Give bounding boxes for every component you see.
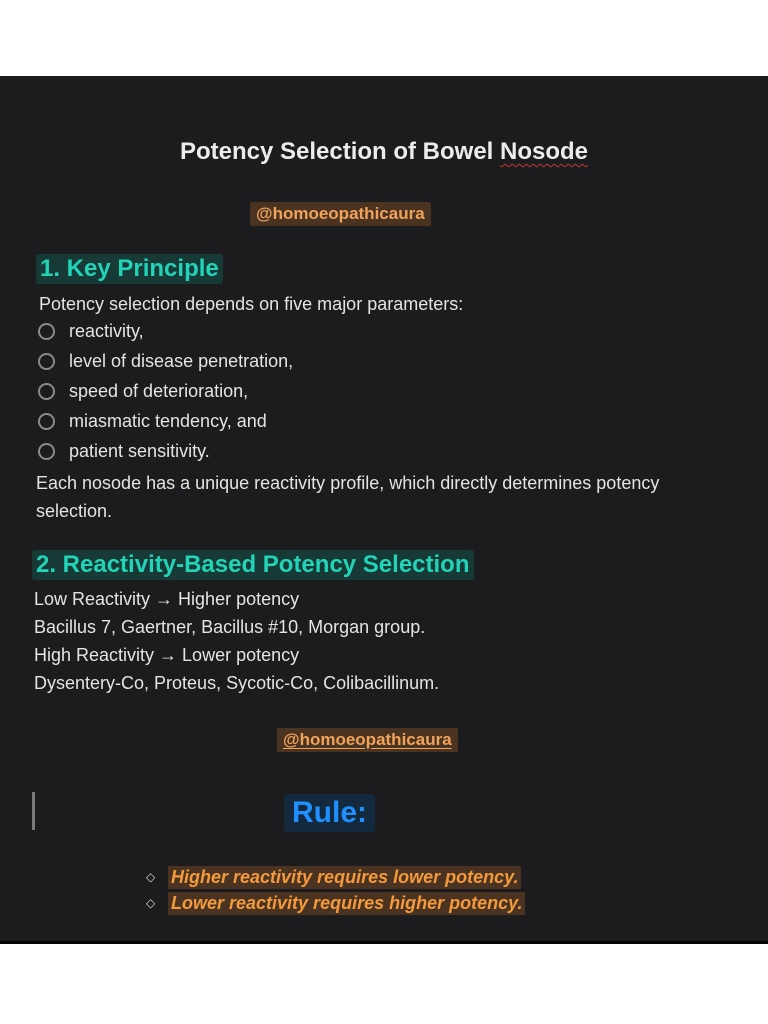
circle-outline-icon bbox=[38, 353, 55, 370]
section-intro: Potency selection depends on five major parameters: bbox=[39, 294, 464, 314]
list-item: miasmatic tendency, and bbox=[38, 406, 293, 436]
section-heading-key-principle: 1. Key Principle bbox=[36, 254, 223, 284]
diamond-outline-icon: ◇ bbox=[146, 870, 156, 884]
section-paragraph: Each nosode has a unique reactivity profile, which directly determines potency selection. bbox=[36, 473, 660, 521]
section-heading-reactivity: 2. Reactivity-Based Potency Selection bbox=[32, 550, 474, 580]
rule-list bbox=[146, 864, 525, 916]
rule-heading: Rule: bbox=[284, 794, 375, 832]
list-item: ◇ Lower reactivity requires higher potency. bbox=[146, 890, 525, 916]
author-handle: @homoeopathicaura bbox=[277, 728, 458, 752]
reactivity-lines bbox=[34, 585, 439, 697]
circle-outline-icon bbox=[38, 413, 55, 430]
text-line: Bacillus 7, Gaertner, Bacillus #10, Morgan group. bbox=[34, 617, 426, 637]
page-title: Potency Selection of Bowel Nosode bbox=[179, 138, 589, 165]
text-line: High Reactivity → Lower potency bbox=[34, 645, 300, 665]
list-item: speed of deterioration, bbox=[38, 376, 293, 406]
list-item: ◇ Higher reactivity requires lower potency. bbox=[146, 864, 525, 890]
parameter-list bbox=[38, 316, 293, 466]
text-line: Dysentery-Co, Proteus, Sycotic-Co, Colibacillinum. bbox=[34, 673, 440, 693]
spellcheck-word: Nosode bbox=[500, 138, 589, 165]
diamond-outline-icon: ◇ bbox=[146, 896, 156, 910]
circle-outline-icon bbox=[38, 323, 55, 340]
document-panel bbox=[0, 76, 768, 944]
list-item: level of disease penetration, bbox=[38, 346, 293, 376]
text-cursor bbox=[32, 792, 35, 830]
circle-outline-icon bbox=[38, 443, 55, 460]
text-line: Low Reactivity → Higher potency bbox=[34, 589, 300, 609]
list-item: patient sensitivity. bbox=[38, 436, 293, 466]
circle-outline-icon bbox=[38, 383, 55, 400]
list-item: reactivity, bbox=[38, 316, 293, 346]
author-handle: @homoeopathicaura bbox=[250, 202, 431, 226]
